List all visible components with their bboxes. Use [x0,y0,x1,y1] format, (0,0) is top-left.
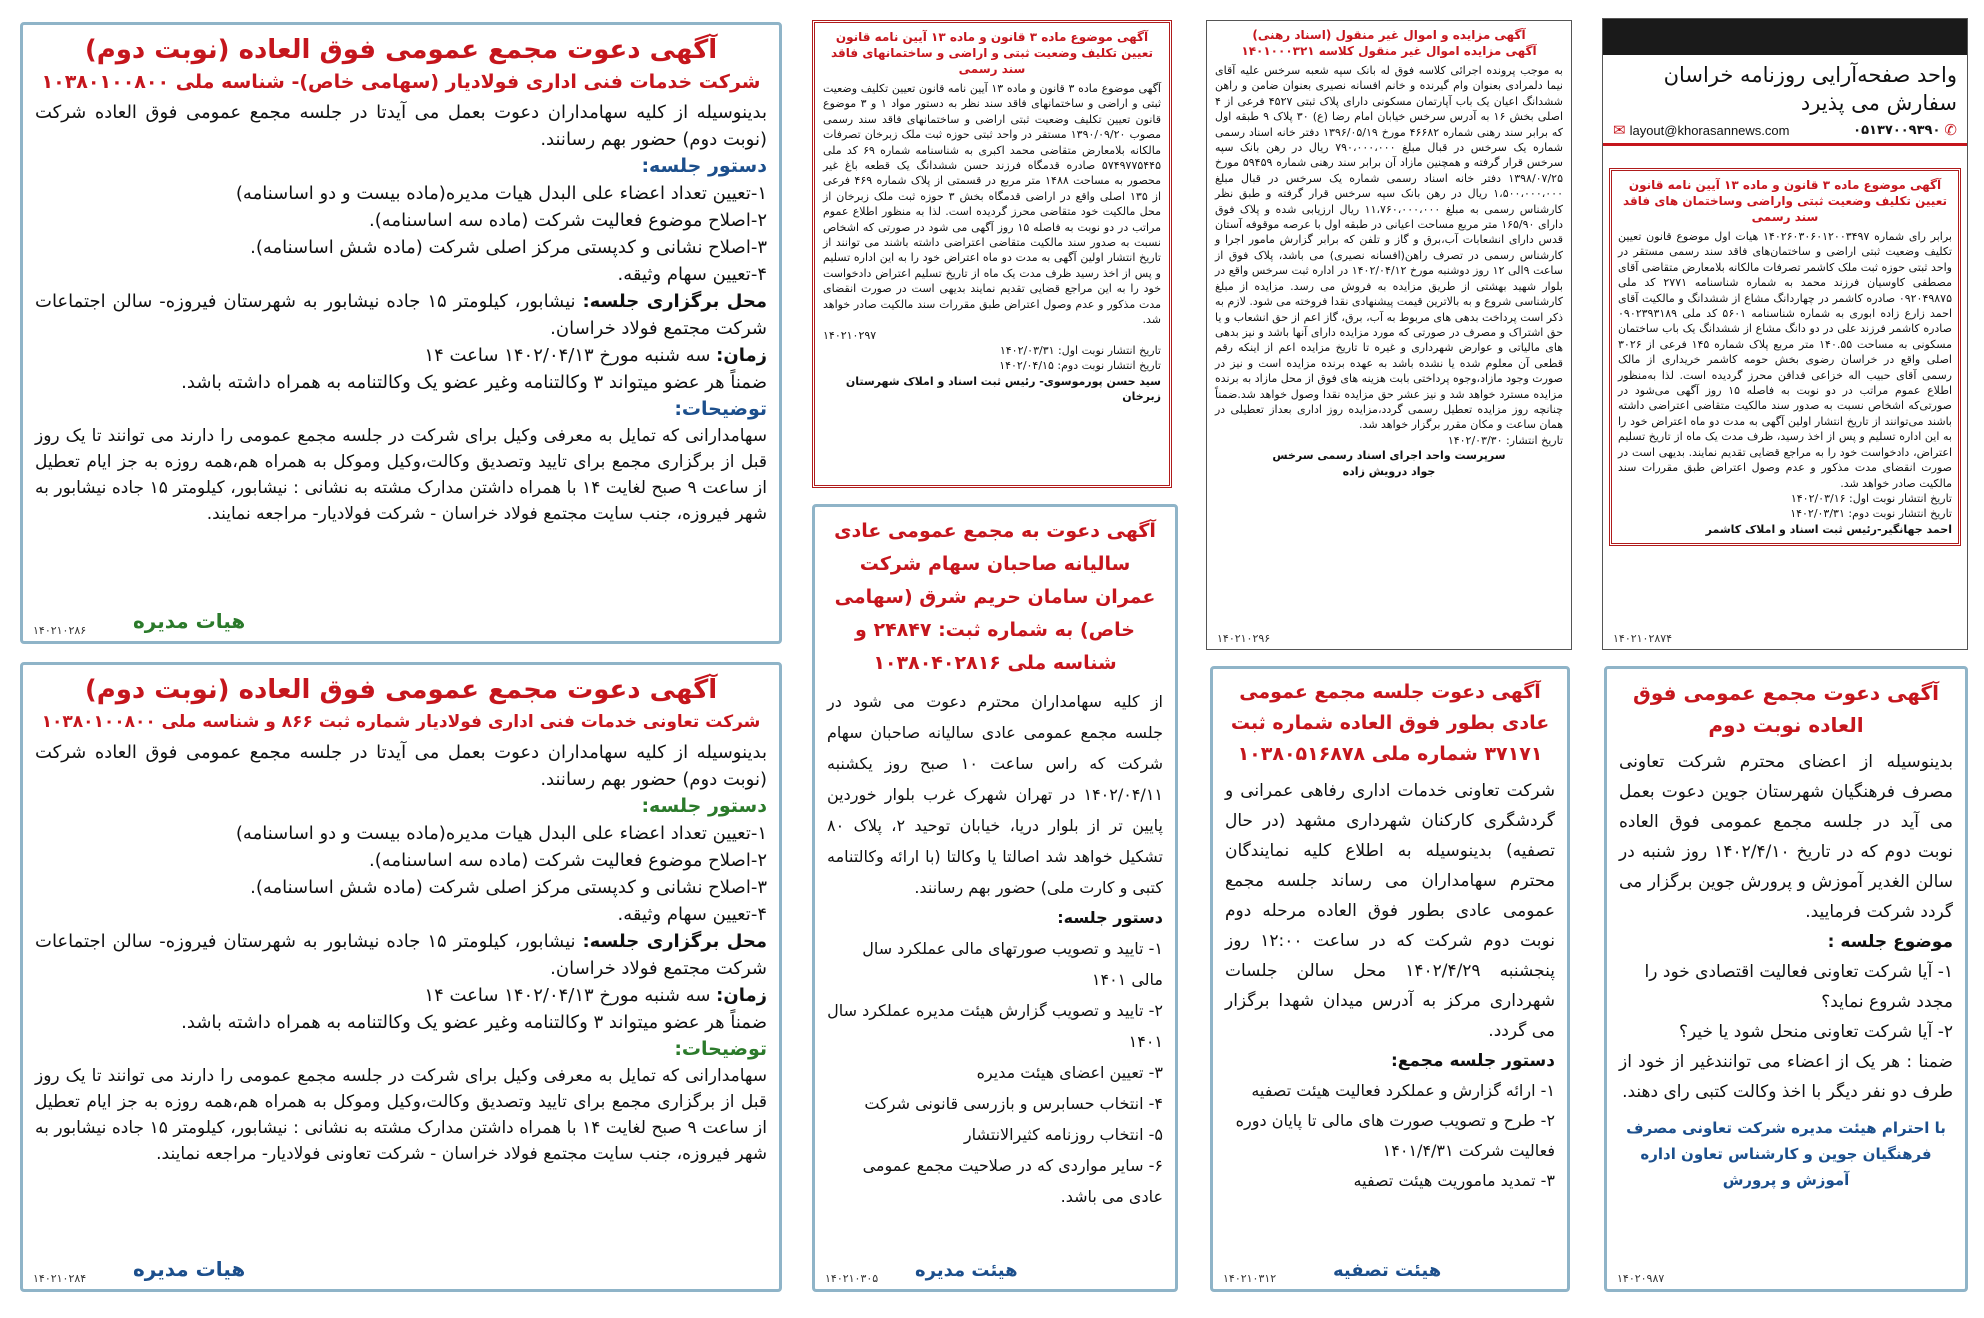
agenda-label: موضوع جلسه : [1827,932,1953,952]
agenda-label: دستور جلسه: [1057,908,1163,927]
email-address[interactable]: layout@khorasannews.com [1629,122,1790,138]
agenda-item: ۲- تایید و تصویب گزارش هیئت مدیره عملکرد سال ۱۴۰۱ [827,1001,1163,1051]
agenda-item: ۶- سایر مواردی که در صلاحیت مجمع عمومی عادی می باشد. [862,1156,1163,1206]
ad-intro: بدینوسیله از کلیه سهامداران دعوت بعمل می آیدتا در جلسه مجمع عمومی فوق العاده شرکت (نوبت دوم) حضور بهم رسانند. [35,742,767,790]
ad-title: آگهی دعوت جلسه مجمع عمومی عادی بطور فوق العاده شماره ثبت ۳۷۱۷۱ شماره ملی ۱۰۳۸۰۵۱۶۸۷۸ [1230,681,1550,765]
ad-signature-title: سرپرست واحد اجرای اسناد رسمی سرخس [1272,449,1506,463]
ad-extraordinary-meeting-2 [20,662,782,1292]
ad-signature: هیات مدیره [133,609,246,633]
explain-text: سهامدارانی که تمایل به معرفی وکیل برای شرکت در جلسه مجمع عمومی را دارند می توانند تا یک روز قبل از برگزاری مجمع برای تایید وتصدیق وکالت،وکیل وموکل به همراه هم،همه روزه به جز ایام تعطیل از ساعت ۹ صبح لغایت ۱۴ با همراه داشتن مدارک مشته به نشانی : نیشابور، کیلومتر ۱۵ جاده نیشابور به شهر فیروزه، جنب سایت مجتمع فولاد خراسان - شرکت فولادیار- مراجعه نمایند. [35,426,767,524]
ad-code: ۱۴۰۲۱۰۳۱۲ [1223,1272,1277,1285]
ad-body: برابر رای شماره ۱۴۰۲۶۰۳۰۶۰۱۲۰۰۳۴۹۷ هیات اول موضوع قانون تعیین تکلیف وضعیت ثبتی اراضی و ساختمان‌های فاقد سند رسمی مستقر در واحد ثبتی حوزه ثبت ملک کاشمر تصرفات مالکانه بلامعارض متقاضی آقای مصطفی کاوسیان فرزند محمد به شماره شناسنامه ۲۷۷۱ کد ملی ۰۹۲۰۴۹۸۷۵ صادره کاشمر در چهاردانگ مشاع از ششدانگ و مالکیت آقای احمد زارع زاده ابوری به شماره شناسنامه ۵۶۰۱ کد ملی ۰۹۰۲۳۹۳۱۸۹ صادره کاشمر فرزند علی در دو دانگ مشاع از ششدانگ یک باب ساختمان مسکونی به مساحت ۱۴۰.۵۵ متر مربع پلاک شماره ۱۴۵ فرعی از ۳۰۲۶ اصلی واقع در خراسان رضوی بخش حومه کاشمر خریداری از مالک رسمی آقای حبیب اله خزاعی فدافن محرز گردیده است. لذا به‌منظور اطلاع عموم مراتب در دو نوبت به فاصله ۱۵ روز آگهی می‌شود در صورتی‌که اشخاص نسبت به صدور سند مالکیت متقاضی اعتراضی داشته باشند می‌توانند از تاریخ انتشار اولین آگهی به مدت دو ماه اعتراض خود را به این اداره تسلیم و پس از اخذ رسید، ظرف مدت یک ماه از تاریخ تسلیم اعتراض، دادخواست خود را به مراجع قضایی تقدیم نمایند. بدیهی است در صورت انقضای مدت مذکور و عدم وصول اعتراض طبق مقررات سند مالکیت صادر خواهد شد. [1618,230,1953,490]
agenda-item: ۴-تعیین سهام وثیقه. [617,264,767,285]
publish-date-1: تاریخ انتشار نوبت اول: ۱۴۰۲/۰۳/۳۱ [999,343,1161,357]
ad-intro: بدینوسیله از کلیه سهامداران دعوت بعمل می آیدتا در جلسه مجمع عمومی فوق العاده شرکت (نوبت دوم) حضور بهم رسانند. [35,102,767,150]
explain-label: توضیحات: [674,398,767,420]
ad-signature: هیات مدیره [133,1257,246,1281]
ad-code: ۱۴۰۲۱۰۳۰۵ [825,1272,879,1285]
agenda-item: ۲-اصلاح موضوع فعالیت شرکت (ماده سه اساسنامه). [369,210,767,231]
ad-signature: هیئت تصفیه [1333,1260,1442,1281]
publish-date-1: تاریخ انتشار نوبت اول: ۱۴۰۲/۰۳/۱۶ [1790,491,1952,505]
ad-title-1: آگهی مزایده و اموال غیر منقول (اسناد رهنی) [1252,28,1526,42]
kashmar-registration-ad [1609,168,1961,546]
layout-service-header-bar [1603,19,1967,55]
agenda-item: ۱- ارائه گزارش و عملکرد فعالیت هیئت تصفیه [1251,1081,1555,1100]
ad-code: ۱۴۰۲۱۰۲۸۴ [33,1272,87,1285]
ad-liquidation-meeting [1210,666,1570,1292]
proxy-note: ضمنا : هر یک از اعضاء می توانندغیر از خود از طرف دو نفر دیگر با اخذ وکالت کتبی رای دهند. [1619,1052,1953,1102]
phone-icon: ✆ [1944,121,1957,139]
explain-label: توضیحات: [674,1038,767,1060]
agenda-list [1619,957,1953,1047]
meeting-time [35,342,767,369]
ad-title: آگهی دعوت مجمع عمومی فوق العاده نوبت دوم [1633,681,1939,737]
ad-kashmar-column [1602,18,1968,650]
agenda-list [827,933,1163,1212]
agenda-item: ۱- تایید و تصویب صورتهای مالی عملکرد سال مالی ۱۴۰۱ [862,939,1163,989]
email-group [1613,121,1789,139]
ad-title: آگهی دعوت مجمع عمومی فوق العاده (نوبت دوم) [84,675,718,705]
email-icon: ✉ [1613,121,1626,139]
ad-code: ۱۴۰۲۱۰۲۸۶ [33,624,87,637]
publish-date-2: تاریخ انتشار نوبت دوم: ۱۴۰۲/۰۳/۳۱ [1790,507,1952,521]
ad-signature: سید حسن پورموسوی- رئیس ثبت اسناد و املاک شهرستان زبرخان [845,374,1161,404]
ad-land-registration-zebarkhan [812,20,1172,488]
ad-code: ۱۴۰۲۱۰۲۹۶ [1217,632,1271,645]
agenda-item: ۱- آیا شرکت تعاونی فعالیت اقتصادی خود را مجدد شروع نماید؟ [1644,962,1953,1012]
agenda-item: ۱-تعیین تعداد اعضاء علی البدل هیات مدیره(ماده بیست و دو اساسنامه) [235,183,767,204]
ad-title-2: آگهی مزایده اموال غیر منقول کلاسه ۱۴۰۱۰۰۰۳۲۱ [1241,44,1537,58]
agenda-label: دستور جلسه: [641,795,767,817]
ad-subtitle: شرکت خدمات فنی اداری فولادیار (سهامی خاص)- شناسه ملی ۱۰۳۸۰۱۰۰۸۰۰ [41,71,761,93]
place-text: نیشابور، کیلومتر ۱۵ جاده نیشابور به شهرستان فیروزه- سالن اجتماعات شرکت مجتمع فولاد خراسان. [35,291,767,339]
ad-body: شرکت تعاونی خدمات اداری رفاهی عمرانی و گردشگری کارکنان شهرداری مشهد (در حال تصفیه) بدینوسیله به اطلاع کلیه نمایندگان محترم سهامداران می رساند جلسه مجمع عمومی عادی بطور فوق العاده مرحله دوم نوبت دوم شرکت که در ساعت ۱۲:۰۰ روز پنجشنبه ۱۴۰۲/۴/۲۹ محل سالن جلسات شهرداری مرکز به آدرس میدان شهدا برگزار می گردد. [1225,781,1556,1041]
ad-signature: هیئت مدیره [915,1260,1018,1281]
proxy-note: ضمناً هر عضو میتواند ۳ وکالتنامه وغیر عضو یک وکالتنامه به همراه داشته باشد. [181,1012,767,1033]
agenda-item: ۳-اصلاح نشانی و کدپستی مرکز اصلی شرکت (ماده شش اساسنامه). [250,237,767,258]
ad-body: آگهی موضوع ماده ۳ قانون و ماده ۱۳ آیین نامه قانون تعیین تکلیف وضعیت ثبتی و اراضی و ساختمانهای فاقد سند نظر به دستور مواد ۱ و ۳ موضوع قانون تعیین تکلیف وضعیت ثبتی اراضی و ساختمانهای فاقد سند رسمی مصوب ۱۳۹۰/۰۹/۲۰ مستقر در واحد ثبتی حوزه ثبت ملک زبرخان تصرفات مالکانه بلامعارض متقاضی محمد اکبری به شناسنامه شماره ۶۹ کد ملی ۵۷۴۹۷۷۵۴۴۵ صادره قدمگاه فرزند حسن ششدانگ یک قطعه باغ غیر محصور به مساحت ۱۴۸۸ متر مربع در قسمتی از پلاک شماره ۴۶۹ فرعی از ۱۳۵ اصلی واقع در اراضی قدمگاه بخش ۳ حوزه ثبت ملک زبرخان از محل مالکیت خود متقاضی محرز گردیده است. لذا به منظور اطلاع عموم مراتب در دو نوبت به فاصله ۱۵ روز آگهی می شود در صورتی که اشخاص نسبت به صدور سند مالکیت متقاضی اعتراضی داشته باشند می توانند از تاریخ انتشار اولین آگهی به مدت دو ماه اعتراض خود را به این اداره تسلیم و پس از اخذ رسید ظرف مدت یک ماه از تاریخ تسلیم اعتراض دادخواست خود را به این مراجع قضایی تقدیم نمایند بدیهی است در صورت انقضای مدت مذکور و عدم وصول اعتراض طبق مقررات سند مالکیت صادر خواهد شد. [823,82,1162,327]
ad-extraordinary-meeting-1 [20,22,782,644]
ad-auction-sarakhs [1206,20,1572,650]
agenda-label: دستور جلسه: [641,155,767,177]
phone-number: ۰۵۱۳۷۰۰۹۳۹۰ [1853,122,1941,138]
ad-code: ۱۴۰۲۰۹۸۷ [1617,1272,1665,1285]
place-label: محل برگزاری جلسه: [582,291,767,312]
time-label: زمان: [716,985,767,1006]
phone-group [1853,121,1957,139]
proxy-note: ضمناً هر عضو میتواند ۳ وکالتنامه وغیر عضو یک وکالتنامه به همراه داشته باشد. [181,372,767,393]
ad-signature-name: جواد درویش زاده [1342,464,1436,478]
meeting-time [35,982,767,1009]
meeting-place [35,928,767,982]
time-text: سه شنبه مورخ ۱۴۰۲/۰۴/۱۳ ساعت ۱۴ [424,345,711,366]
agenda-label: دستور جلسه مجمع: [1390,1051,1555,1071]
explain-text: سهامدارانی که تمایل به معرفی وکیل برای شرکت در جلسه مجمع عمومی را دارند می توانند تا یک روز قبل از برگزاری مجمع برای تایید وتصدیق وکالت،وکیل وموکل به همراه هم،همه روزه به جز ایام تعطیل از ساعت ۹ صبح لغایت ۱۴ با همراه داشتن مدارک مشته به نشانی : نیشابور، کیلومتر ۱۵ جاده نیشابور به شهر فیروزه، جنب سایت مجتمع فولاد خراسان - شرکت تعاونی فولادیار- مراجعه نمایند. [35,1066,767,1164]
ad-body: از کلیه سهامداران محترم دعوت می شود در جلسه مجمع عمومی عادی سالیانه صاحبان سهام شرکت که راس ساعت ۱۰ صبح روز یکشنبه ۱۴۰۲/۰۴/۱۱ در تهران شهرک غرب بلوار خوردین پایین تر از بلوار دریا، خیابان توحید ۲، پلاک ۸۰ تشکیل خواهد شد اصالتا یا وکالتا (با ارائه وکالتنامه کتبی و کارت ملی) حضور بهم رسانند. [827,692,1164,897]
agenda-item: ۲- طرح و تصویب صورت های مالی تا پایان دوره فعالیت شرکت ۱۴۰۱/۴/۳۱ [1235,1111,1555,1160]
ad-signature: با احترام هیئت مدیره شرکت تعاونی مصرف فرهنگیان جوین و کارشناس تعاون اداره آموزش و پرورش [1626,1119,1946,1189]
ad-code: ۱۴۰۲۱۰۲۹۷ [823,328,877,342]
time-label: زمان: [716,345,767,366]
ad-code: ۱۴۰۲۱۰۲۸۷۴ [1613,632,1673,645]
ad-body: بدینوسیله از اعضای محترم شرکت تعاونی مصرف فرهنگیان شهرستان جوین دعوت بعمل می آید در جلسه مجمع عمومی فوق العاده نوبت دوم که در تاریخ ۱۴۰۲/۴/۱۰ روز شنبه در سالن الغدیر آموزش و پرورش جوین برگزار می گردد شرکت فرمایید. [1619,752,1953,922]
ad-annual-meeting-omran [812,504,1178,1292]
ad-cooperative-meeting-jovein [1604,666,1968,1292]
publish-date-2: تاریخ انتشار نوبت دوم: ۱۴۰۲/۰۴/۱۵ [999,359,1161,373]
layout-service-title: واحد صفحه‌آرایی روزنامه خراسان [1663,63,1957,87]
agenda-list [1225,1076,1555,1196]
ad-title: آگهی دعوت به مجمع عمومی عادی سالیانه صاحبان سهام شرکت عمران سامان حریم شرق (سهامی خاص) به شماره ثبت: ۲۴۸۴۷ و شناسه ملی ۱۰۳۸۰۴۰۲۸۱۶ [834,520,1156,674]
agenda-list [35,180,767,288]
time-text: سه شنبه مورخ ۱۴۰۲/۰۴/۱۳ ساعت ۱۴ [424,985,711,1006]
agenda-item: ۴- انتخاب حسابرس و بازرسی قانونی شرکت [864,1094,1163,1113]
ad-title: آگهی دعوت مجمع عمومی فوق العاده (نوبت دوم) [84,35,718,65]
agenda-item: ۱-تعیین تعداد اعضاء علی البدل هیات مدیره(ماده بیست و دو اساسنامه) [235,823,767,844]
place-text: نیشابور، کیلومتر ۱۵ جاده نیشابور به شهرستان فیروزه- سالن اجتماعات شرکت مجتمع فولاد خراسان. [35,931,767,979]
agenda-item: ۴-تعیین سهام وثیقه. [617,904,767,925]
agenda-item: ۲-اصلاح موضوع فعالیت شرکت (ماده سه اساسنامه). [369,850,767,871]
agenda-item: ۳-اصلاح نشانی و کدپستی مرکز اصلی شرکت (ماده شش اساسنامه). [250,877,767,898]
agenda-item: ۳- تعیین اعضای هیئت مدیره [976,1063,1163,1082]
ad-title: آگهی موضوع ماده ۳ قانون و ماده ۱۳ آیین نامه قانون تعیین تکلیف وضعیت ثبتی و اراضی و ساختمانهای فاقد سند رسمی [830,30,1154,76]
agenda-item: ۲- آیا شرکت تعاونی منحل شود یا خیر؟ [1678,1022,1953,1042]
publish-date: تاریخ انتشار: ۱۴۰۲/۰۳/۳۰ [1447,433,1563,447]
layout-service-contact [1603,117,1967,146]
layout-service-subtitle: سفارش می پذیرد [1800,91,1957,115]
agenda-item: ۳- تمدید ماموریت هیئت تصفیه [1353,1171,1555,1190]
ad-title: آگهی موضوع ماده ۳ قانون و ماده ۱۳ آیین نامه قانون تعیین تکلیف وضعیت ثبتی واراضی وساختمان های فاقد سند رسمی [1623,178,1947,224]
ad-subtitle: شرکت تعاونی خدمات فنی اداری فولادیار شماره ثبت ۸۶۶ و شناسه ملی ۱۰۳۸۰۱۰۰۸۰۰ [41,712,761,732]
ad-signature: احمد جهانگیر-رئیس ثبت اسناد و املاک کاشمر [1705,522,1952,536]
agenda-list [35,820,767,928]
place-label: محل برگزاری جلسه: [582,931,767,952]
ad-body: به موجب پرونده اجرائی کلاسه فوق له بانک سپه شعبه سرخس علیه آقای نیما دلمرادی بعنوان وام گیرنده و خانم افسانه نصیری بعنوان ضامن و راهن ششدانگ اعیان یک باب آپارتمان مسکونی دارای پلاک ثبتی ۴۵۲۷ فرعی از ۴ اصلی بخش ۱۶ به آدرس سرخس خیابان امام رضا (ع) ۳۰ پلاک ۹ طبقه اول که برابر سند رهنی شماره ۴۶۶۸۲ مورخ ۱۳۹۶/۰۵/۱۹ دفتر خانه اسناد رسمی شماره یک سرخس در قبال مبلغ ۷۹۰،۰۰۰،۰۰۰ ریال در رهن بانک سپه سرخس قرار گرفته و همچنین مازاد آن برابر سند رهنی شماره ۵۹۴۵۹ مورخ ۱۳۹۸/۰۷/۲۵ دفتر خانه اسناد رسمی شماره یک سرخس در قبال مبلغ ۱،۵۰۰،۰۰۰،۰۰۰ ریال در رهن بانک سپه سرخس قرار گرفته و طبق نظر کارشناس رسمی به مبلغ ۱۱،۷۶۰،۰۰۰،۰۰۰ ریال ارزیابی شده و پلاک فوق دارای ۱۶۵/۹۰ متر مربع مساحت اعیانی در طبقه اول با عرصه موقوفه آستان قدس دارای انشعابات آب،برق و گاز و تلفن که برابر گزارش مامور اجرا و کارشناس رسمی در تصرف راهن(افسانه نصیری) می باشد، پلاک فوق از ساعت ۹الی ۱۲ روز دوشنبه مورخ ۱۴۰۲/۰۴/۱۲ در اداره ثبت سرخس واقع در بلوار شهید بهشتی از طریق مزایده به فروش می رسد. مزایده از مبلغ کارشناسی شروع و به بالاترین قیمت پیشنهادی نقدا فروخته می شود. لازم به ذکر است پرداخت بدهی های مربوط به آب، برق، گاز اعم از حق انشعاب و یا حق اشتراک و مصرف در صورتی که مورد مزایده دارای آنها باشد و نیز بدهی های مالیاتی و عوارض شهرداری و غیره تا تاریخ مزایده اعم از اینکه رقم قطعی آن معلوم شده یا نشده باشد به عهده برنده مزایده است و نیز در صورت وجود مازاد،وجوه پرداختی بابت هزینه های فوق از محل مازاد به برنده مزایده مسترد خواهد شد و نیز عشر حق مزایده نقدا وصول خواهد شد.ضمناً چنانچه روز مزایده تعطیل رسمی گردد،مزایده روز اداری بعداز تعطیلی در همان ساعت و مکان مقرر برگزار خواهد شد. [1215,64,1564,432]
agenda-item: ۵- انتخاب روزنامه کثیرالانتشار [963,1125,1163,1144]
meeting-place [35,288,767,342]
